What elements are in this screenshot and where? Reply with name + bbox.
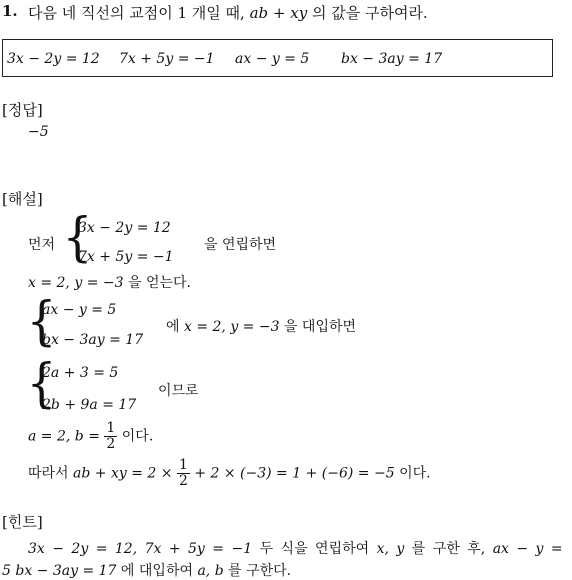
step1-eq-1: 3x − 2y = 12	[78, 220, 171, 236]
step5-tail: 이다.	[121, 428, 154, 445]
fraction-numerator: 1	[106, 420, 116, 436]
step5-expression: a = 2, b =	[28, 428, 100, 445]
box-equation-3: ax − y = 5	[235, 51, 310, 67]
step2-line	[28, 272, 191, 292]
hint-text-2: 를 구한 후,	[411, 541, 486, 557]
step1-eq-2: 7x + 5y = −1	[78, 249, 174, 265]
hint-text-3: 에 대입하여	[120, 563, 193, 579]
step2-tail: 을 얻는다.	[127, 275, 191, 291]
question-text	[28, 2, 428, 23]
step4-tail: 이므로	[158, 383, 199, 399]
hint-line-1	[28, 538, 563, 558]
box-equation-1: 3x − 2y = 12	[7, 51, 100, 67]
step6-tail: 이다.	[399, 465, 431, 482]
box-equation-4: bx − 3ay = 17	[341, 51, 443, 67]
step6-expression-a: ab + xy = 2 ×	[73, 465, 173, 482]
step4-eq-2: 2b + 9a = 17	[42, 397, 137, 413]
hint-expression-1: 3x − 2y = 12, 7x + 5y = −1	[28, 541, 253, 557]
hint-text-1: 두 식을 연립하여	[259, 541, 370, 557]
step3-expression: x = 2, y = −3	[183, 319, 280, 335]
step6-line	[28, 458, 431, 489]
hint-vars-1: x, y	[376, 541, 405, 557]
step5-line	[28, 421, 153, 452]
step5-fraction	[104, 421, 117, 452]
fraction-denominator: 2	[106, 436, 116, 452]
step6-lead: 따라서	[28, 465, 69, 482]
step3-eq-2: bx − 3ay = 17	[42, 332, 144, 348]
question-number: 1.	[2, 2, 18, 20]
hint-expression-3: 5 bx − 3ay = 17	[2, 563, 117, 579]
question-text-prefix: 다음 네 직선의 교점이 1 개일 때,	[28, 4, 245, 22]
step4-eq-1: 2a + 3 = 5	[42, 365, 119, 381]
left-brace-icon: {	[62, 208, 93, 268]
left-brace-icon: {	[26, 292, 57, 352]
equations-box	[2, 39, 553, 77]
answer-heading: [정답]	[2, 101, 43, 119]
hint-expression-2: ax − y =	[492, 541, 563, 557]
step2-expression: x = 2, y = −3	[28, 275, 124, 291]
hint-heading: [힌트]	[2, 513, 43, 531]
hint-text-4: 를 구한다.	[228, 563, 292, 579]
step6-expression-b: + 2 × (−3) = 1 + (−6) = −5	[194, 465, 395, 482]
step1-lead: 먼저	[28, 237, 56, 253]
step3-line	[166, 316, 356, 336]
question-text-suffix: 의 값을 구하여라.	[311, 4, 428, 22]
answer-value: −5	[28, 124, 49, 140]
question-expression: ab + xy	[249, 4, 308, 22]
fraction-denominator: 2	[178, 473, 188, 489]
step3-tail: 을 대입하면	[283, 319, 357, 335]
step1-tail: 을 연립하면	[204, 237, 277, 253]
hint-line-2	[2, 560, 291, 580]
step3-eq-1: ax − y = 5	[42, 302, 117, 318]
left-brace-icon: {	[26, 354, 57, 414]
hint-vars-2: a, b	[197, 563, 224, 579]
step3-mid: 에	[166, 319, 180, 335]
box-equation-2: 7x + 5y = −1	[119, 51, 215, 67]
step6-fraction	[177, 458, 190, 489]
explanation-heading: [해설]	[2, 190, 43, 208]
fraction-numerator: 1	[178, 457, 188, 473]
